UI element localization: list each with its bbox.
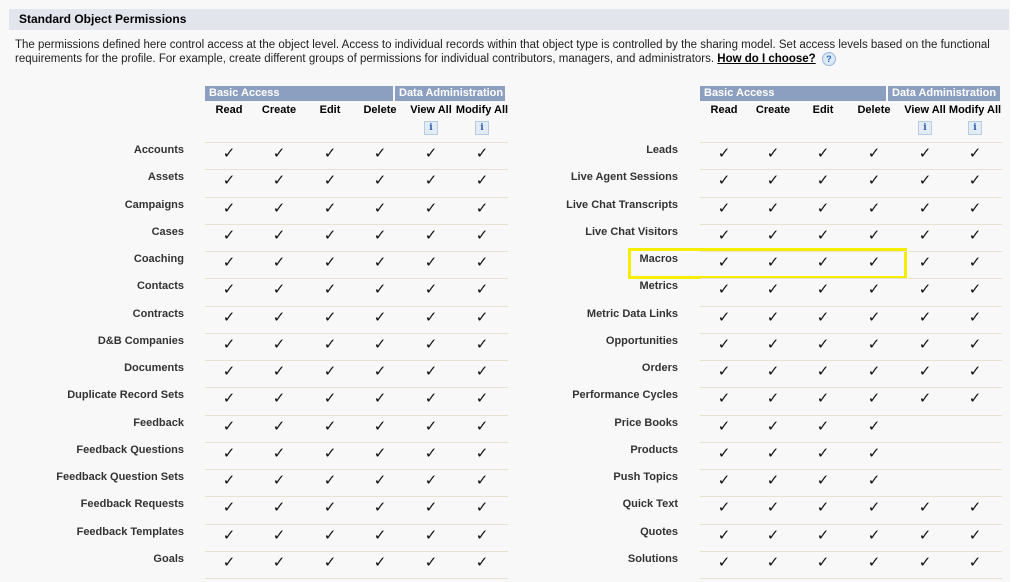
checkmark-icon: ✓: [272, 308, 286, 326]
checkmark-icon: ✓: [766, 444, 780, 462]
row-separator: [700, 278, 1002, 279]
row-label: Contracts: [132, 308, 184, 320]
checkmark-icon: ✓: [272, 498, 286, 516]
checkmark-icon: ✓: [717, 253, 731, 271]
row-separator: [700, 524, 1002, 525]
checkmark-icon: ✓: [968, 171, 982, 189]
checkmark-icon: ✓: [918, 389, 932, 407]
right-col-read: Read: [710, 104, 738, 116]
row-separator: [205, 333, 508, 334]
checkmark-icon: ✓: [323, 280, 337, 298]
checkmark-icon: ✓: [867, 144, 881, 162]
checkmark-icon: ✓: [222, 553, 236, 571]
checkmark-icon: ✓: [816, 171, 830, 189]
row-separator: [205, 387, 508, 388]
checkmark-icon: ✓: [816, 280, 830, 298]
checkmark-icon: ✓: [424, 226, 438, 244]
checkmark-icon: ✓: [867, 226, 881, 244]
row-separator: [205, 442, 508, 443]
checkmark-icon: ✓: [717, 199, 731, 217]
row-label: Price Books: [614, 417, 678, 429]
row-label: Goals: [153, 553, 184, 565]
checkmark-icon: ✓: [766, 362, 780, 380]
checkmark-icon: ✓: [968, 526, 982, 544]
checkmark-icon: ✓: [816, 526, 830, 544]
checkmark-icon: ✓: [373, 498, 387, 516]
row-separator: [205, 278, 508, 279]
row-label: Products: [630, 444, 678, 456]
section-title: Standard Object Permissions: [19, 12, 187, 26]
checkmark-icon: ✓: [918, 308, 932, 326]
left-col-delete: Delete: [363, 104, 397, 116]
checkmark-icon: ✓: [766, 335, 780, 353]
checkmark-icon: ✓: [222, 199, 236, 217]
checkmark-icon: ✓: [968, 498, 982, 516]
checkmark-icon: ✓: [717, 280, 731, 298]
row-separator: [205, 251, 508, 252]
row-label: Live Chat Transcripts: [566, 199, 678, 211]
checkmark-icon: ✓: [867, 553, 881, 571]
checkmark-icon: ✓: [222, 144, 236, 162]
checkmark-icon: ✓: [272, 417, 286, 435]
checkmark-icon: ✓: [475, 417, 489, 435]
checkmark-icon: ✓: [867, 471, 881, 489]
checkmark-icon: ✓: [816, 144, 830, 162]
row-separator: [205, 142, 508, 143]
checkmark-icon: ✓: [766, 498, 780, 516]
checkmark-icon: ✓: [424, 144, 438, 162]
checkmark-icon: ✓: [766, 417, 780, 435]
checkmark-icon: ✓: [272, 444, 286, 462]
row-label: Macros: [639, 253, 678, 265]
row-separator: [205, 415, 508, 416]
checkmark-icon: ✓: [272, 362, 286, 380]
row-separator: [700, 306, 1002, 307]
row-separator: [205, 469, 508, 470]
row-separator: [205, 524, 508, 525]
checkmark-icon: ✓: [475, 444, 489, 462]
checkmark-icon: ✓: [373, 362, 387, 380]
row-separator: [700, 333, 1002, 334]
row-separator: [700, 251, 1002, 252]
checkmark-icon: ✓: [968, 226, 982, 244]
checkmark-icon: ✓: [717, 417, 731, 435]
checkmark-icon: ✓: [424, 280, 438, 298]
checkmark-icon: ✓: [475, 253, 489, 271]
row-label: Campaigns: [124, 199, 184, 211]
checkmark-icon: ✓: [968, 280, 982, 298]
checkmark-icon: ✓: [867, 417, 881, 435]
right-col-edit: Edit: [812, 104, 834, 116]
checkmark-icon: ✓: [272, 280, 286, 298]
row-separator: [700, 578, 1002, 579]
checkmark-icon: ✓: [918, 553, 932, 571]
checkmark-icon: ✓: [373, 308, 387, 326]
checkmark-icon: ✓: [424, 199, 438, 217]
left-col-view-all: View All: [410, 104, 452, 116]
row-label: Quick Text: [622, 498, 678, 510]
checkmark-icon: ✓: [717, 498, 731, 516]
checkmark-icon: ✓: [373, 553, 387, 571]
checkmark-icon: ✓: [968, 553, 982, 571]
checkmark-icon: ✓: [816, 199, 830, 217]
checkmark-icon: ✓: [867, 389, 881, 407]
checkmark-icon: ✓: [424, 417, 438, 435]
row-label: Opportunities: [605, 335, 678, 347]
left-data-admin-header: Data Administration: [395, 86, 505, 101]
checkmark-icon: ✓: [424, 171, 438, 189]
checkmark-icon: ✓: [918, 362, 932, 380]
checkmark-icon: ✓: [816, 471, 830, 489]
row-label: Live Chat Visitors: [585, 226, 678, 238]
row-separator: [700, 197, 1002, 198]
checkmark-icon: ✓: [816, 226, 830, 244]
checkmark-icon: ✓: [918, 498, 932, 516]
row-label: Duplicate Record Sets: [67, 389, 184, 401]
row-label: Feedback: [133, 417, 184, 429]
checkmark-icon: ✓: [816, 308, 830, 326]
row-label: Cases: [151, 226, 184, 238]
row-separator: [700, 387, 1002, 388]
row-label: Coaching: [133, 253, 184, 265]
row-label: Push Topics: [613, 471, 678, 483]
checkmark-icon: ✓: [717, 308, 731, 326]
left-col-create: Create: [261, 104, 297, 116]
checkmark-icon: ✓: [766, 471, 780, 489]
checkmark-icon: ✓: [475, 308, 489, 326]
checkmark-icon: ✓: [373, 335, 387, 353]
checkmark-icon: ✓: [475, 171, 489, 189]
right-col-delete: Delete: [857, 104, 891, 116]
checkmark-icon: ✓: [766, 253, 780, 271]
checkmark-icon: ✓: [475, 199, 489, 217]
checkmark-icon: ✓: [717, 335, 731, 353]
row-label: Feedback Templates: [76, 526, 184, 538]
checkmark-icon: ✓: [373, 280, 387, 298]
checkmark-icon: ✓: [272, 144, 286, 162]
left-col-modify-all: Modify All: [455, 104, 509, 116]
checkmark-icon: ✓: [717, 144, 731, 162]
row-label: Assets: [147, 171, 184, 183]
checkmark-icon: ✓: [867, 253, 881, 271]
row-separator: [700, 469, 1002, 470]
checkmark-icon: ✓: [918, 253, 932, 271]
checkmark-icon: ✓: [222, 444, 236, 462]
row-label: Orders: [641, 362, 678, 374]
checkmark-icon: ✓: [222, 280, 236, 298]
checkmark-icon: ✓: [816, 498, 830, 516]
row-label: D&B Companies: [97, 335, 184, 347]
checkmark-icon: ✓: [424, 389, 438, 407]
page-edge: [1010, 0, 1024, 582]
checkmark-icon: ✓: [475, 553, 489, 571]
checkmark-icon: ✓: [222, 308, 236, 326]
checkmark-icon: ✓: [373, 444, 387, 462]
checkmark-icon: ✓: [766, 280, 780, 298]
checkmark-icon: ✓: [323, 253, 337, 271]
checkmark-icon: ✓: [717, 471, 731, 489]
checkmark-icon: ✓: [766, 226, 780, 244]
row-label: Feedback Question Sets: [56, 471, 184, 483]
description-text: The permissions defined here control access at the object level. Access to individual records within that object type is controlled by the sharing model. Set access levels based on the functional requirements for the profile. For example, create different groups of permissions for individual contributors, managers, and administrators.: [15, 39, 990, 66]
checkmark-icon: ✓: [373, 471, 387, 489]
checkmark-icon: ✓: [867, 308, 881, 326]
checkmark-icon: ✓: [323, 444, 337, 462]
how-do-i-choose-link[interactable]: How do I choose?: [717, 53, 816, 66]
section-header: [9, 9, 1009, 30]
checkmark-icon: ✓: [968, 389, 982, 407]
checkmark-icon: ✓: [918, 226, 932, 244]
checkmark-icon: ✓: [424, 471, 438, 489]
checkmark-icon: ✓: [918, 280, 932, 298]
checkmark-icon: ✓: [968, 362, 982, 380]
checkmark-icon: ✓: [222, 389, 236, 407]
checkmark-icon: ✓: [816, 362, 830, 380]
checkmark-icon: ✓: [373, 171, 387, 189]
checkmark-icon: ✓: [867, 526, 881, 544]
checkmark-icon: ✓: [968, 253, 982, 271]
checkmark-icon: ✓: [323, 171, 337, 189]
checkmark-icon: ✓: [918, 199, 932, 217]
right-col-modify-all: Modify All: [948, 104, 1002, 116]
checkmark-icon: ✓: [424, 553, 438, 571]
checkmark-icon: ✓: [373, 253, 387, 271]
right-basic-access-header: Basic Access: [700, 86, 886, 101]
checkmark-icon: ✓: [272, 553, 286, 571]
row-separator: [205, 224, 508, 225]
row-label: Performance Cycles: [572, 389, 678, 401]
right-data-admin-header: Data Administration: [888, 86, 1000, 101]
left-info-icon[interactable]: i: [475, 121, 489, 135]
right-info-icon[interactable]: i: [968, 121, 982, 135]
checkmark-icon: ✓: [222, 253, 236, 271]
checkmark-icon: ✓: [475, 144, 489, 162]
row-separator: [700, 169, 1002, 170]
left-info-icon[interactable]: i: [424, 121, 438, 135]
row-separator: [700, 224, 1002, 225]
row-label: Live Agent Sessions: [570, 171, 678, 183]
checkmark-icon: ✓: [424, 308, 438, 326]
checkmark-icon: ✓: [424, 253, 438, 271]
checkmark-icon: ✓: [968, 335, 982, 353]
checkmark-icon: ✓: [323, 226, 337, 244]
checkmark-icon: ✓: [222, 498, 236, 516]
checkmark-icon: ✓: [475, 471, 489, 489]
checkmark-icon: ✓: [816, 444, 830, 462]
checkmark-icon: ✓: [717, 526, 731, 544]
checkmark-icon: ✓: [323, 335, 337, 353]
checkmark-icon: ✓: [475, 526, 489, 544]
checkmark-icon: ✓: [867, 362, 881, 380]
checkmark-icon: ✓: [968, 199, 982, 217]
checkmark-icon: ✓: [717, 553, 731, 571]
row-label: Documents: [124, 362, 184, 374]
checkmark-icon: ✓: [918, 171, 932, 189]
checkmark-icon: ✓: [222, 171, 236, 189]
checkmark-icon: ✓: [816, 253, 830, 271]
checkmark-icon: ✓: [717, 362, 731, 380]
row-separator: [205, 360, 508, 361]
row-separator: [700, 360, 1002, 361]
right-info-icon[interactable]: i: [918, 121, 932, 135]
checkmark-icon: ✓: [373, 417, 387, 435]
left-basic-access-header: Basic Access: [205, 86, 393, 101]
checkmark-icon: ✓: [475, 389, 489, 407]
left-col-edit: Edit: [319, 104, 341, 116]
row-label: Leads: [646, 144, 678, 156]
checkmark-icon: ✓: [816, 417, 830, 435]
checkmark-icon: ✓: [272, 226, 286, 244]
checkmark-icon: ✓: [323, 362, 337, 380]
checkmark-icon: ✓: [867, 171, 881, 189]
description: [15, 38, 1005, 66]
checkmark-icon: ✓: [272, 253, 286, 271]
checkmark-icon: ✓: [222, 526, 236, 544]
checkmark-icon: ✓: [424, 362, 438, 380]
checkmark-icon: ✓: [323, 553, 337, 571]
checkmark-icon: ✓: [717, 389, 731, 407]
row-label: Metric Data Links: [586, 308, 678, 320]
checkmark-icon: ✓: [373, 389, 387, 407]
row-separator: [205, 496, 508, 497]
checkmark-icon: ✓: [867, 498, 881, 516]
checkmark-icon: ✓: [766, 171, 780, 189]
checkmark-icon: ✓: [717, 226, 731, 244]
checkmark-icon: ✓: [867, 335, 881, 353]
checkmark-icon: ✓: [867, 444, 881, 462]
row-separator: [205, 578, 508, 579]
row-separator: [700, 415, 1002, 416]
row-label: Metrics: [639, 280, 678, 292]
checkmark-icon: ✓: [717, 171, 731, 189]
checkmark-icon: ✓: [766, 553, 780, 571]
checkmark-icon: ✓: [816, 389, 830, 407]
row-separator: [205, 551, 508, 552]
checkmark-icon: ✓: [222, 471, 236, 489]
checkmark-icon: ✓: [717, 444, 731, 462]
checkmark-icon: ✓: [766, 389, 780, 407]
checkmark-icon: ✓: [323, 417, 337, 435]
checkmark-icon: ✓: [272, 171, 286, 189]
checkmark-icon: ✓: [918, 335, 932, 353]
row-separator: [700, 551, 1002, 552]
checkmark-icon: ✓: [272, 471, 286, 489]
checkmark-icon: ✓: [373, 199, 387, 217]
row-separator: [205, 169, 508, 170]
row-label: Contacts: [136, 280, 184, 292]
checkmark-icon: ✓: [323, 144, 337, 162]
row-label: Accounts: [133, 144, 184, 156]
checkmark-icon: ✓: [323, 526, 337, 544]
checkmark-icon: ✓: [968, 308, 982, 326]
checkmark-icon: ✓: [475, 362, 489, 380]
checkmark-icon: ✓: [918, 526, 932, 544]
checkmark-icon: ✓: [272, 199, 286, 217]
checkmark-icon: ✓: [867, 199, 881, 217]
row-label: Solutions: [627, 553, 678, 565]
checkmark-icon: ✓: [475, 498, 489, 516]
checkmark-icon: ✓: [475, 280, 489, 298]
checkmark-icon: ✓: [424, 335, 438, 353]
checkmark-icon: ✓: [373, 526, 387, 544]
checkmark-icon: ✓: [816, 335, 830, 353]
checkmark-icon: ✓: [222, 226, 236, 244]
checkmark-icon: ✓: [424, 444, 438, 462]
checkmark-icon: ✓: [475, 226, 489, 244]
row-separator: [700, 142, 1002, 143]
checkmark-icon: ✓: [766, 308, 780, 326]
checkmark-icon: ✓: [272, 526, 286, 544]
left-col-read: Read: [215, 104, 243, 116]
checkmark-icon: ✓: [323, 308, 337, 326]
checkmark-icon: ✓: [222, 362, 236, 380]
row-label: Quotes: [640, 526, 678, 538]
checkmark-icon: ✓: [424, 498, 438, 516]
checkmark-icon: ✓: [323, 389, 337, 407]
checkmark-icon: ✓: [816, 553, 830, 571]
checkmark-icon: ✓: [918, 144, 932, 162]
checkmark-icon: ✓: [867, 280, 881, 298]
checkmark-icon: ✓: [475, 335, 489, 353]
row-separator: [205, 197, 508, 198]
help-icon[interactable]: ?: [822, 52, 836, 66]
row-label: Feedback Questions: [76, 444, 184, 456]
row-separator: [205, 306, 508, 307]
checkmark-icon: ✓: [323, 199, 337, 217]
checkmark-icon: ✓: [424, 526, 438, 544]
checkmark-icon: ✓: [766, 526, 780, 544]
right-col-create: Create: [755, 104, 791, 116]
checkmark-icon: ✓: [373, 144, 387, 162]
row-separator: [700, 442, 1002, 443]
checkmark-icon: ✓: [766, 144, 780, 162]
checkmark-icon: ✓: [272, 389, 286, 407]
checkmark-icon: ✓: [968, 144, 982, 162]
checkmark-icon: ✓: [272, 335, 286, 353]
checkmark-icon: ✓: [323, 498, 337, 516]
checkmark-icon: ✓: [323, 471, 337, 489]
row-label: Feedback Requests: [80, 498, 184, 510]
checkmark-icon: ✓: [222, 417, 236, 435]
checkmark-icon: ✓: [222, 335, 236, 353]
checkmark-icon: ✓: [766, 199, 780, 217]
checkmark-icon: ✓: [373, 226, 387, 244]
right-col-view-all: View All: [904, 104, 946, 116]
row-separator: [700, 496, 1002, 497]
